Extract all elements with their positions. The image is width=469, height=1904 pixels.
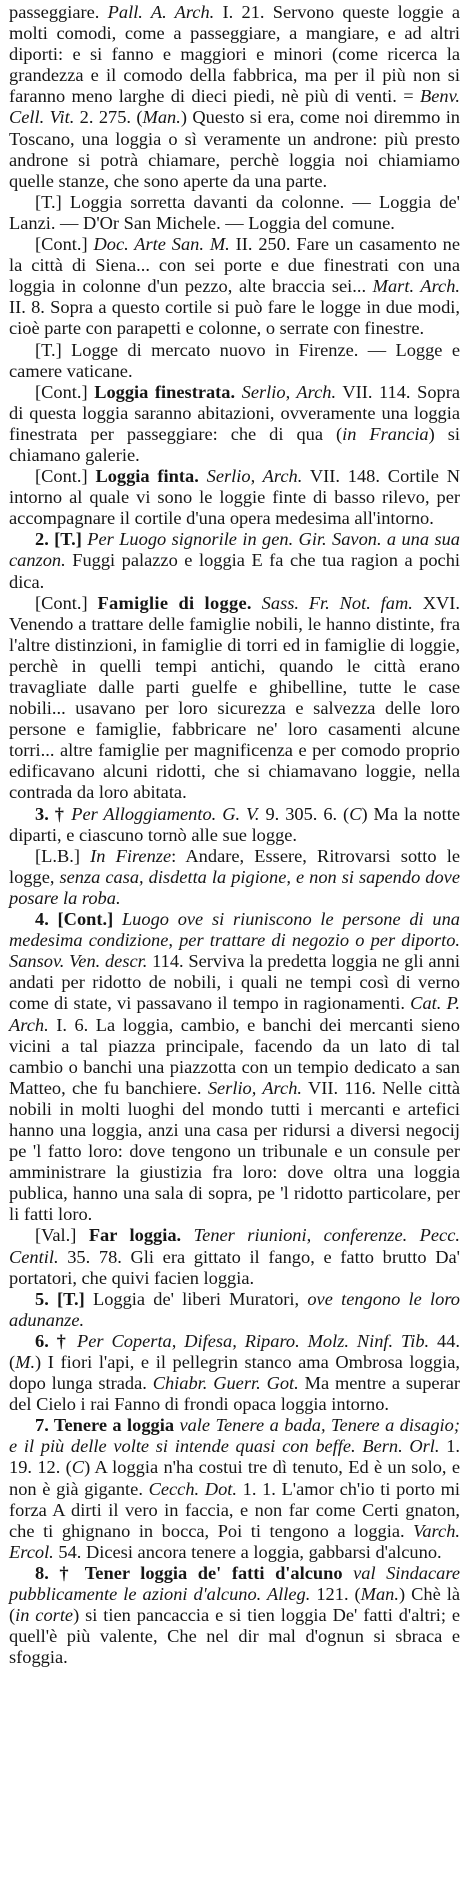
body-text: [L.B.] bbox=[35, 845, 91, 866]
body-text: ) Ma la notte diparti, e ciascuno tornò alle sue logge. bbox=[9, 803, 460, 845]
entry-paragraph bbox=[9, 846, 460, 909]
citation-text: Serlio, Arch. bbox=[206, 466, 303, 487]
entry-heading: Famiglie di logge. bbox=[97, 592, 252, 613]
entry-paragraph bbox=[9, 1563, 460, 1668]
body-text: Loggia de' liberi Muratori, bbox=[92, 1288, 308, 1309]
body-text: 2. 275. ( bbox=[74, 107, 143, 128]
citation-text: Cecch. Dot. bbox=[148, 1478, 237, 1499]
citation-text: C bbox=[71, 1457, 85, 1478]
body-text: ) si tien pancaccia e si tien loggia De' fatti d'altri; e quell'è più valente, Che nel dir mal d'ognun si sbraca e sfoggia. bbox=[9, 1605, 460, 1668]
entry-paragraph bbox=[9, 234, 460, 339]
body-text: ) Chè là ( bbox=[9, 1584, 461, 1626]
entry-heading: 3. † bbox=[35, 803, 72, 824]
body-text: [Cont.] bbox=[35, 234, 94, 255]
entry-heading: Loggia finestrata. bbox=[94, 381, 236, 402]
citation-text: senza casa, disdetta la pigione, e non si sapendo dove posare la roba. bbox=[9, 866, 460, 908]
body-text: ) si chiamano galerie. bbox=[9, 423, 460, 465]
entry-paragraph bbox=[9, 529, 460, 592]
body-text: VII. 114. Sopra di questa loggia saranno abitazioni, ovveramente una loggia finestrata per passeggiare: che di qua ( bbox=[9, 381, 461, 444]
citation-text: ove tengono le loro adunanze. bbox=[9, 1288, 461, 1330]
entry-paragraph bbox=[9, 1331, 460, 1415]
body-text: 9. 305. 6. ( bbox=[259, 803, 350, 824]
entry-paragraph bbox=[9, 593, 460, 804]
body-text: [Cont.] bbox=[35, 466, 96, 487]
body-text: 1. 1. L'amor ch'io ti porto mi forza A dirti il vero in faccia, e non far come Certi gnaton, che ti ghignano in bocca, Poi ti tengono a loggia. bbox=[9, 1478, 460, 1541]
body-text: ) I fiori l'api, e il pellegrin stanco ama Ombrosa loggia, dopo lunga strada. bbox=[9, 1352, 460, 1394]
body-text: 121. ( bbox=[310, 1584, 361, 1605]
body-text: 54. Dicesi ancora tenere a loggia, gabbarsi d'alcuno. bbox=[53, 1541, 442, 1562]
citation-text: val Sindacare pubblicamente le azioni d'alcuno. Alleg. bbox=[9, 1562, 461, 1605]
body-text: [T.] Loggia sorretta davanti da colonne. — Loggia de' Lanzi. — D'Or San Michele. — Loggia del comune. bbox=[9, 191, 460, 233]
citation-text: Serlio, Arch. bbox=[207, 1077, 302, 1098]
body-text: : Andare, Essere, Ritrovarsi sotto le logge, bbox=[9, 845, 460, 887]
citation-text: C bbox=[349, 803, 362, 824]
entry-paragraph bbox=[9, 2, 460, 192]
body-text: I. 21. Servono queste loggie a molti comodi, come a passeggiare, a mangiare, e ad altri diporti: e si fanno e maggiori e minori (come ricerca la grandezza e il comodo della fabbrica, ma per il più non si faranno meno larghe di dieci piedi, nè più di venti. = bbox=[9, 2, 460, 107]
entry-heading: 2. [T.] bbox=[35, 529, 88, 550]
body-text: [Cont.] bbox=[35, 592, 98, 613]
citation-text: Mart. Arch. bbox=[372, 276, 461, 297]
citation-text: Man. bbox=[360, 1584, 399, 1605]
entry-paragraph bbox=[9, 192, 460, 234]
body-text: VII. 116. Nelle città nobili in molti luoghi del mondo tutti i mercanti e artefici hanno una loggia, anzi una casa per ridursi a diversi negocij pe 'l fatto loro: dove tengono un tribunale e un consule per amministrare la giustizia fra loro: dove oltra una loggia publica, hanno una sala di sopra, pe 'l ridotto particolare, per li fatti loro. bbox=[9, 1077, 460, 1225]
body-text: XVI. Venendo a trattare delle famiglie nobili, le hanno distinte, fra l'altre distinzioni, in famiglie di torri ed in famiglie di loggie, perchè in quelli tempi antichi, quando le città erano travagliate dalle parti guelfe e ghibelline, tutte le case nobili... usavano per loro sicurezza e salvezza delle loro persone e famiglie, fabbricare ne' loro casamenti alcune torri... altre famiglie per magnificenza e per comodo proprio edificavano alcuni ridotti, che si chiamavano loggie, nella contrada da loro abitata. bbox=[9, 592, 460, 803]
body-text: 44. ( bbox=[9, 1330, 460, 1372]
body-text: II. 8. Sopra a questo cortile si può fare le logge in due modi, cioè parte con parapetti e colonne, o serrate con finestre. bbox=[9, 297, 460, 339]
citation-text: Cat. P. Arch. bbox=[9, 993, 460, 1035]
body-text: 114. Serviva la predetta loggia ne gli anni andati per ridotto de nobili, i quali ne tempi così di verno come di state, vi passavano il tempo in ragionamenti. bbox=[9, 951, 460, 1014]
body-text bbox=[252, 593, 262, 613]
citation-text: Per Alloggiamento. G. V. bbox=[71, 803, 260, 824]
body-text: [T.] Logge di mercato nuovo in Firenze. — Logge e camere vaticane. bbox=[9, 339, 460, 381]
citation-text: Tener riunioni, conferenze. Pecc. Centil. bbox=[9, 1225, 460, 1267]
citation-text: Varch. Ercol. bbox=[9, 1520, 460, 1562]
citation-text: vale Tenere a bada, Tenere a disagio; e il più delle volte si intende quasi con beffe. Bern. Orl. bbox=[9, 1415, 460, 1457]
entry-paragraph bbox=[9, 1289, 460, 1331]
citation-text: Per Coperta, Difesa, Riparo. Molz. Ninf. Tib. bbox=[77, 1330, 430, 1351]
entry-heading: 8. † Tener loggia de' fatti d'alcuno bbox=[35, 1562, 354, 1583]
body-text: ) A loggia n'ha costui tre dì tenuto, Ed è un solo, e non è già gigante. bbox=[9, 1457, 461, 1499]
body-text bbox=[199, 466, 207, 486]
body-text bbox=[181, 1225, 193, 1245]
citation-text: In Firenze bbox=[90, 845, 172, 866]
citation-text: Luogo ove si riuniscono le persone di una medesima condizione, per trattare di negozio o per diporto. Sansov. Ven. descr. bbox=[9, 909, 460, 972]
citation-text: Per Luogo signorile in gen. Gir. Savon. a una sua canzon. bbox=[9, 529, 460, 571]
entry-heading: 6. † bbox=[35, 1330, 78, 1351]
entry-heading: 4. [Cont.] bbox=[35, 909, 122, 930]
citation-text: Benv. Cell. Vit. bbox=[9, 86, 460, 128]
citation-text: in Francia bbox=[342, 423, 429, 444]
entry-heading: 7. Tenere a loggia bbox=[35, 1415, 180, 1436]
body-text: Fuggi palazzo e loggia E fa che tua ragion a pochi dica. bbox=[9, 550, 460, 592]
citation-text: in corte bbox=[15, 1605, 74, 1626]
citation-text: Pall. A. Arch. bbox=[107, 2, 215, 22]
citation-text: M. bbox=[15, 1352, 36, 1372]
entry-paragraph bbox=[9, 340, 460, 382]
body-text: passeggiare. bbox=[9, 2, 108, 22]
body-text: I. 6. La loggia, cambio, e banchi dei mercanti sieno vicini a tal piazza principale, facendo da un lato di tal cambio o banchi una piazzotta con un tempio dedicato a san Matteo, che fu banchiere. bbox=[9, 1014, 460, 1098]
entry-paragraph bbox=[9, 1225, 460, 1288]
body-text: 1. 19. 12. ( bbox=[9, 1436, 460, 1478]
citation-text: Sass. Fr. Not. fam. bbox=[261, 592, 413, 613]
entry-paragraph bbox=[9, 466, 460, 529]
body-text: [Cont.] bbox=[35, 381, 95, 402]
body-text: 35. 78. Gli era gittato il fango, e fatto brutto Da' portatori, che quivi facien loggia. bbox=[9, 1246, 460, 1288]
entry-heading: Loggia finta. bbox=[95, 466, 199, 487]
entry-paragraph bbox=[9, 909, 460, 1225]
citation-text: Chiabr. Guerr. Got. bbox=[152, 1373, 299, 1394]
body-text: VII. 148. Cortile N intorno al quale vi sono le loggie finte di basso rilevo, per accompagnare il cortile d'una opera medesima all'intorno. bbox=[9, 466, 460, 529]
entry-paragraph bbox=[9, 804, 460, 846]
body-text: Ma mentre a superar del Cielo i rai Fanno di frondi opaca loggia intorno. bbox=[9, 1373, 460, 1415]
citation-text: Man. bbox=[142, 107, 181, 128]
body-text: ) Questo si era, come noi diremmo in Toscano, una loggia o sì veramente un androne: più presto androne si potrà chiamare, perchè loggia noi chiamiamo quelle stanze, che sono aperte da una parte. bbox=[9, 107, 461, 191]
citation-text: Doc. Arte San. M. bbox=[93, 234, 230, 255]
body-text bbox=[235, 382, 242, 402]
entry-paragraph bbox=[9, 1415, 460, 1563]
entry-heading: 5. [T.] bbox=[35, 1288, 93, 1309]
citation-text: Serlio, Arch. bbox=[241, 381, 337, 402]
entry-paragraph bbox=[9, 382, 460, 466]
body-text: II. 250. Fare un casamento ne la città di Siena... con sei porte e due finestrati con una loggia in colonne d'un pezzo, alte braccia sei... bbox=[9, 234, 460, 297]
body-text: [Val.] bbox=[35, 1225, 89, 1246]
entry-heading: Far loggia. bbox=[88, 1225, 182, 1246]
